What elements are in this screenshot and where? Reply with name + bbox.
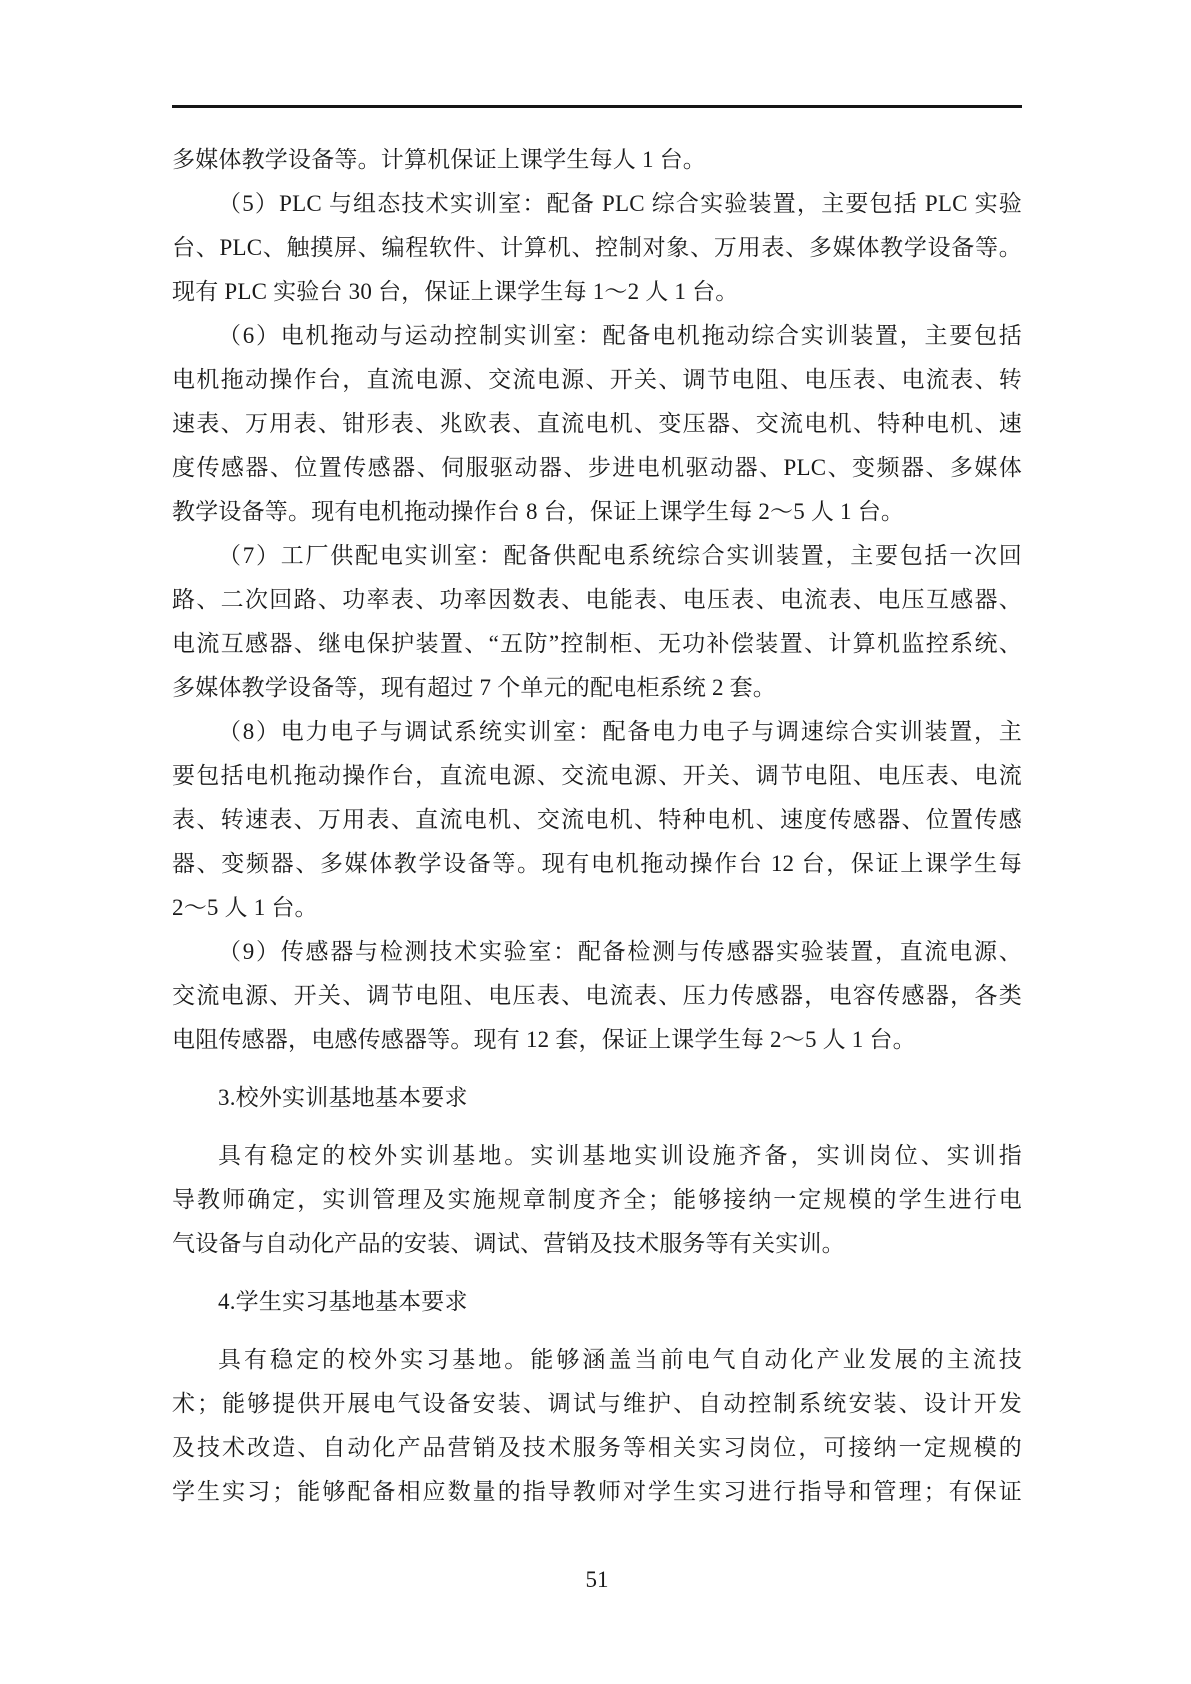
- text-line: 导教师确定，实训管理及实施规章制度齐全；能够接纳一定规模的学生进行电: [172, 1187, 1022, 1212]
- text-line: （8）电力电子与调试系统实训室：配备电力电子与调速综合实训装置，主: [218, 719, 1022, 744]
- text-line: 电流互感器、继电保护装置、“五防”控制柜、无功补偿装置、计算机监控系统、: [172, 631, 1022, 656]
- text-line: 表、转速表、万用表、直流电机、交流电机、特种电机、速度传感器、位置传感: [172, 807, 1022, 832]
- paragraph-item-6: [172, 314, 1022, 534]
- header-rule: [172, 105, 1022, 108]
- text-line: 具有稳定的校外实习基地。能够涵盖当前电气自动化产业发展的主流技: [218, 1347, 1022, 1372]
- text-line: 台、PLC、触摸屏、编程软件、计算机、控制对象、万用表、多媒体教学设备等。: [172, 235, 1022, 260]
- text-line: 术；能够提供开展电气设备安装、调试与维护、自动控制系统安装、设计开发: [172, 1391, 1022, 1416]
- text-line: 电机拖动操作台，直流电源、交流电源、开关、调节电阻、电压表、电流表、转: [172, 367, 1022, 392]
- paragraph-offcampus-training: [172, 1134, 1022, 1266]
- text-line: 多媒体教学设备等。计算机保证上课学生每人 1 台。: [172, 147, 706, 172]
- text-line: 速表、万用表、钳形表、兆欧表、直流电机、变压器、交流电机、特种电机、速: [172, 411, 1022, 436]
- text-line: 2～5 人 1 台。: [172, 895, 318, 920]
- text-line: 器、变频器、多媒体教学设备等。现有电机拖动操作台 12 台，保证上课学生每: [172, 851, 1022, 876]
- text-line: 要包括电机拖动操作台，直流电源、交流电源、开关、调节电阻、电压表、电流: [172, 763, 1022, 788]
- paragraph-continuation: [172, 138, 1022, 182]
- document-body: [172, 138, 1022, 1514]
- paragraph-item-7: [172, 534, 1022, 710]
- page-number: 51: [585, 1567, 609, 1592]
- text-line: 电阻传感器，电感传感器等。现有 12 套，保证上课学生每 2～5 人 1 台。: [172, 1027, 916, 1052]
- text-line: 教学设备等。现有电机拖动操作台 8 台，保证上课学生每 2～5 人 1 台。: [172, 499, 905, 524]
- paragraph-item-8: [172, 710, 1022, 930]
- text-line: （7）工厂供配电实训室：配备供配电系统综合实训装置，主要包括一次回: [218, 543, 1022, 568]
- text-line: 学生实习；能够配备相应数量的指导教师对学生实习进行指导和管理；有保证: [172, 1479, 1022, 1504]
- text-line: （9）传感器与检测技术实验室：配备检测与传感器实验装置，直流电源、: [218, 939, 1022, 964]
- text-line: 现有 PLC 实验台 30 台，保证上课学生每 1～2 人 1 台。: [172, 279, 739, 304]
- paragraph-item-9: [172, 930, 1022, 1062]
- text-line: 交流电源、开关、调节电阻、电压表、电流表、压力传感器，电容传感器，各类: [172, 983, 1022, 1008]
- section-heading-3: 3.校外实训基地基本要求: [218, 1085, 468, 1110]
- text-line: 度传感器、位置传感器、伺服驱动器、步进电机驱动器、PLC、变频器、多媒体: [172, 455, 1022, 480]
- text-line: 路、二次回路、功率表、功率因数表、电能表、电压表、电流表、电压互感器、: [172, 587, 1022, 612]
- paragraph-item-5: [172, 182, 1022, 314]
- text-line: 具有稳定的校外实训基地。实训基地实训设施齐备，实训岗位、实训指: [218, 1143, 1022, 1168]
- text-line: 及技术改造、自动化产品营销及技术服务等相关实习岗位，可接纳一定规模的: [172, 1435, 1022, 1460]
- paragraph-student-internship: [172, 1338, 1022, 1514]
- text-line: 多媒体教学设备等，现有超过 7 个单元的配电柜系统 2 套。: [172, 675, 776, 700]
- text-line: （6）电机拖动与运动控制实训室：配备电机拖动综合实训装置，主要包括: [218, 323, 1022, 348]
- text-line: （5）PLC 与组态技术实训室：配备 PLC 综合实验装置，主要包括 PLC 实验: [218, 191, 1022, 216]
- text-line: 气设备与自动化产品的安装、调试、营销及技术服务等有关实训。: [172, 1231, 845, 1256]
- section-heading-4: 4.学生实习基地基本要求: [218, 1289, 468, 1314]
